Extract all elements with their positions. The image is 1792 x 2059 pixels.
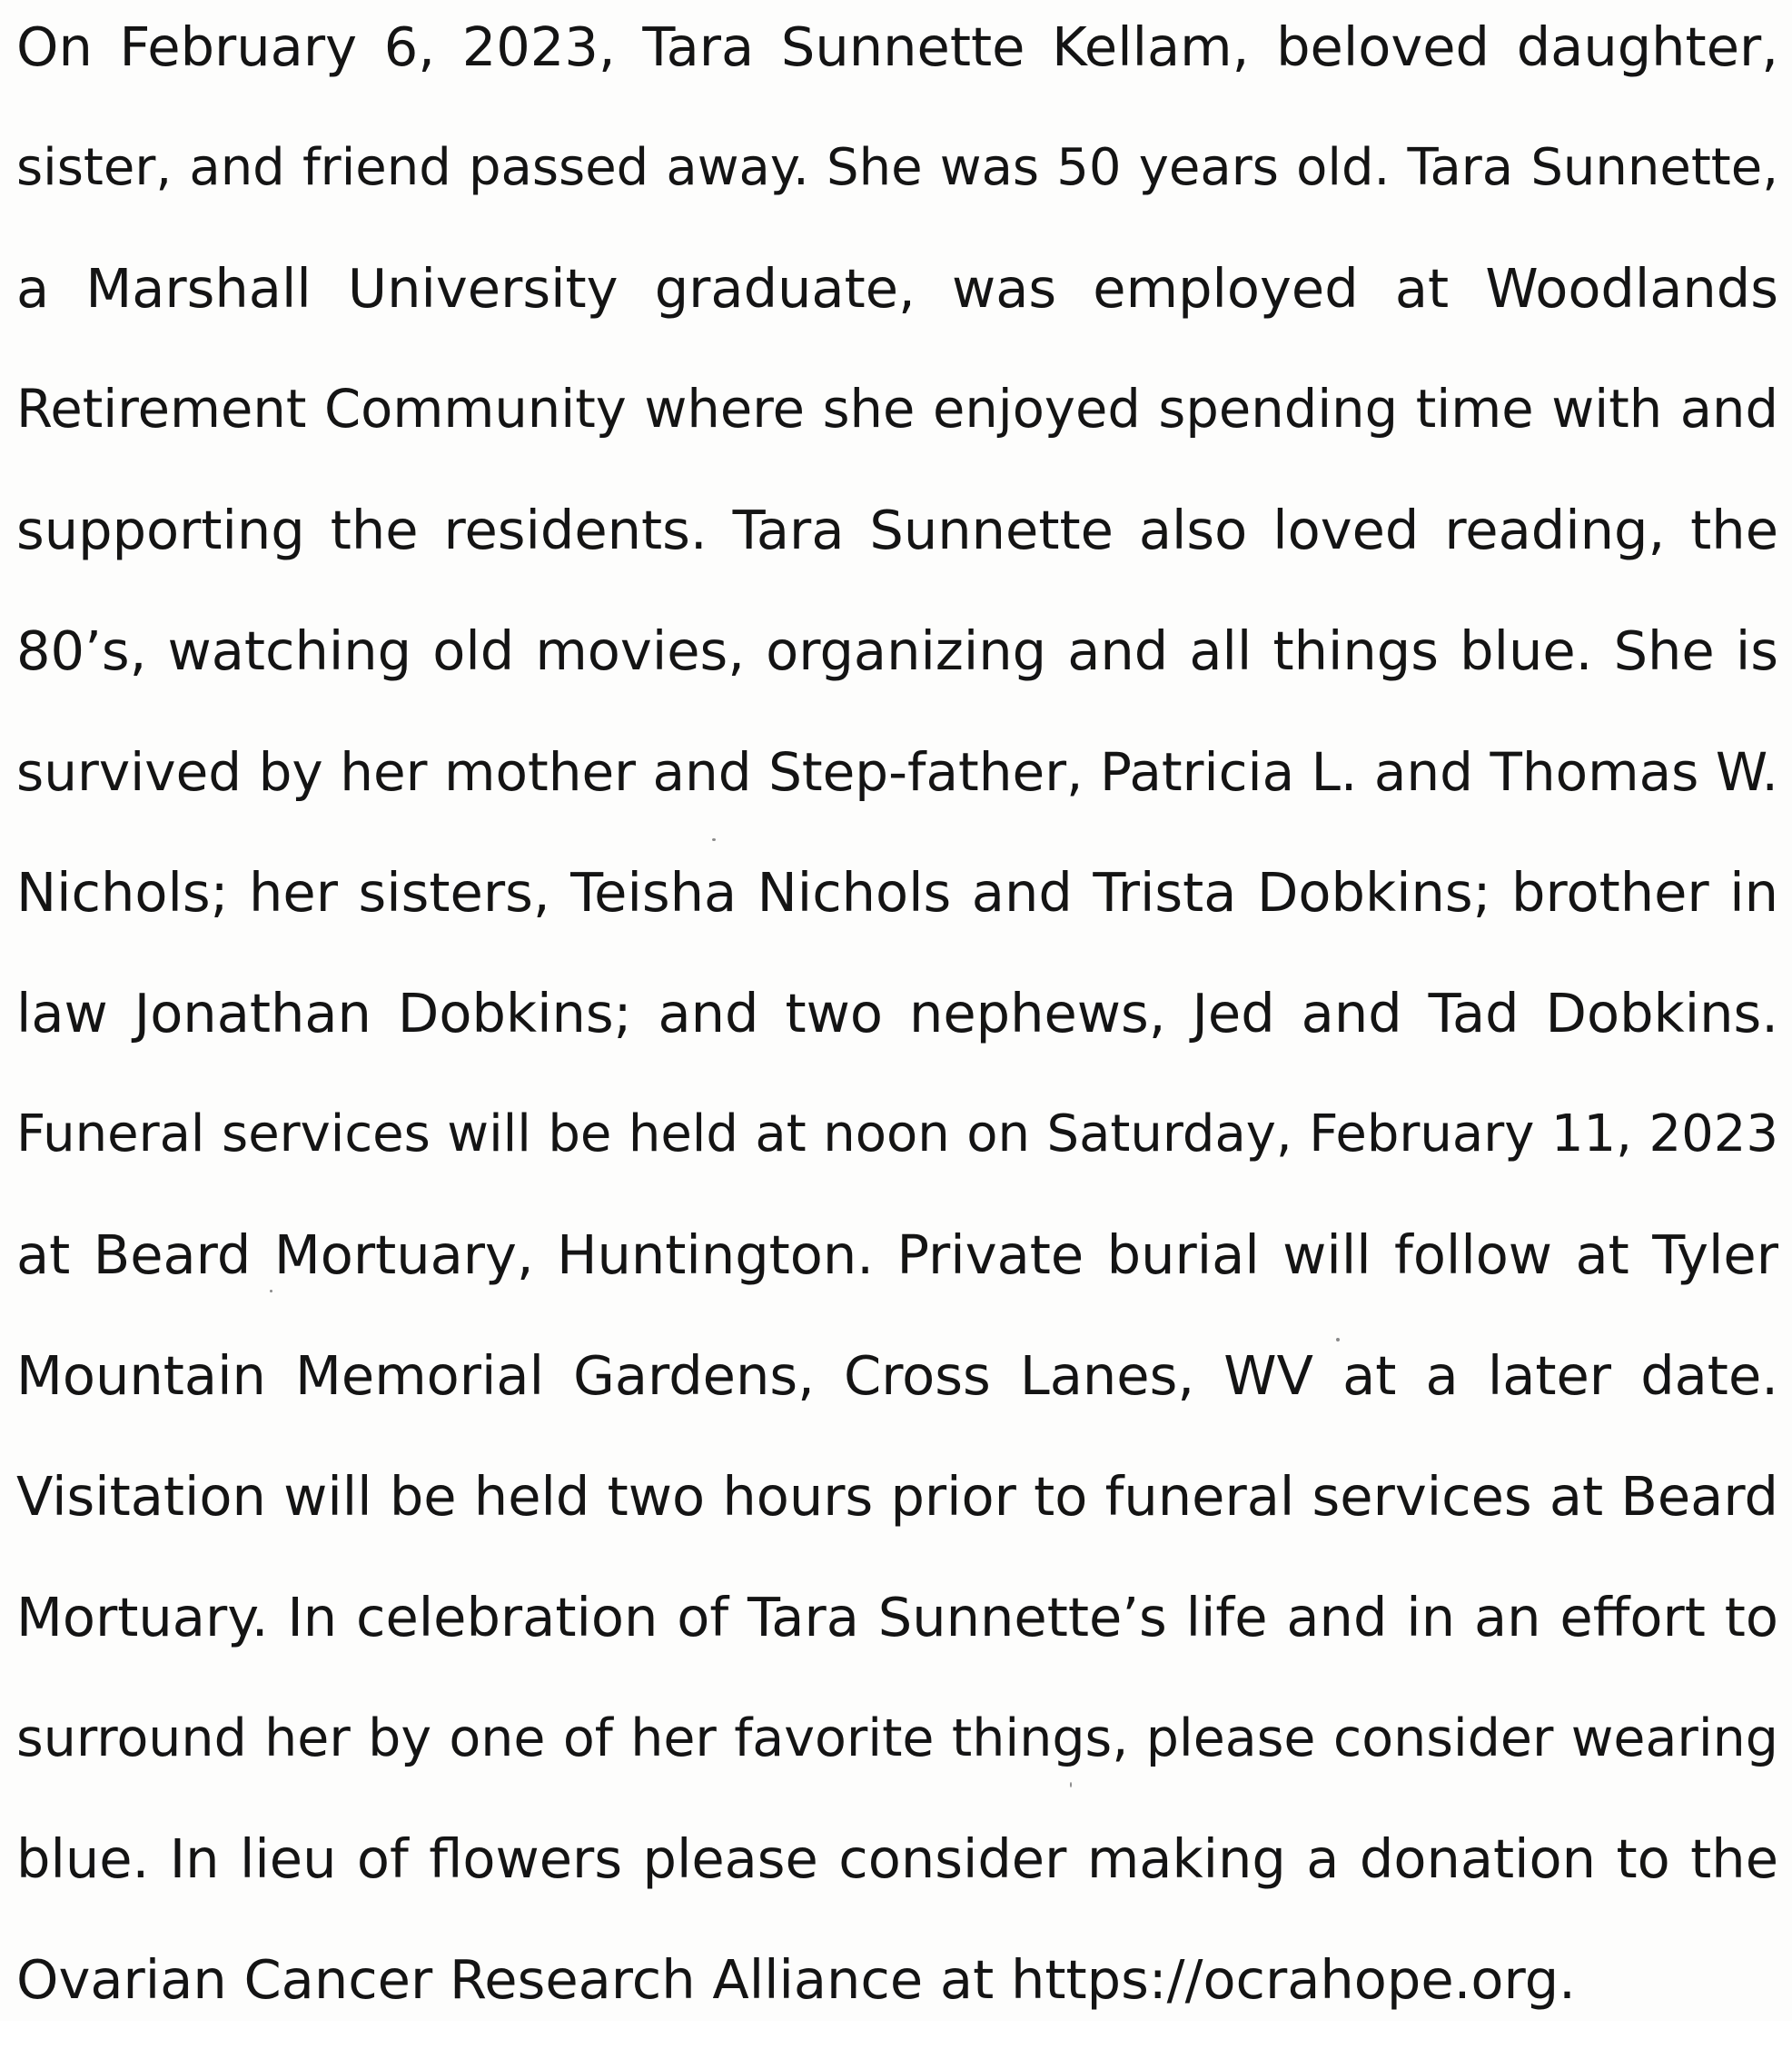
text-line-1: On February 6, 2023, Tara Sunnette Kellam, beloved daughter, [16,15,1778,78]
scan-speck [1336,1338,1340,1341]
text-line-11: at Beard Mortuary, Huntington. Private burial will follow at Tyler [16,1223,1778,1286]
obituary-text [16,5,1778,2059]
text-line-14: Mortuary. In celebration of Tara Sunnette’s life and in an effort to [16,1586,1778,1648]
scan-speck [270,1290,272,1292]
text-line-3: a Marshall University graduate, was employed at Woodlands [16,257,1778,320]
text-line-17: Ovarian Cancer Research Alliance at https://ocrahope.org. [16,1948,1576,2011]
text-line-5: supporting the residents. Tara Sunnette also loved reading, the [16,499,1778,561]
scan-speck [712,838,716,841]
text-line-13: Visitation will be held two hours prior to funeral services at Beard [16,1465,1778,1528]
scan-speck [1070,1782,1072,1787]
text-line-6: 80’s, watching old movies, organizing and all things blue. She is [16,619,1778,682]
text-line-8: Nichols; her sisters, Teisha Nichols and Trista Dobkins; brother in [16,861,1778,924]
text-line-4: Retirement Community where she enjoyed spending time with and [16,379,1778,440]
text-line-7: survived by her mother and Step-father, Patricia L. and Thomas W. [16,741,1778,803]
text-line-15: surround her by one of her favorite things, please consider wearing [16,1708,1778,1768]
text-line-16: blue. In lieu of flowers please consider making a donation to the [16,1827,1778,1890]
text-line-10: Funeral services will be held at noon on Saturday, February 11, 2023 [16,1104,1778,1163]
text-line-2: sister, and friend passed away. She was 50 years old. Tara Sunnette, [16,138,1778,197]
text-line-12: Mountain Memorial Gardens, Cross Lanes, WV at a later date. [16,1344,1778,1407]
text-line-9: law Jonathan Dobkins; and two nephews, Jed and Tad Dobkins. [16,982,1778,1044]
